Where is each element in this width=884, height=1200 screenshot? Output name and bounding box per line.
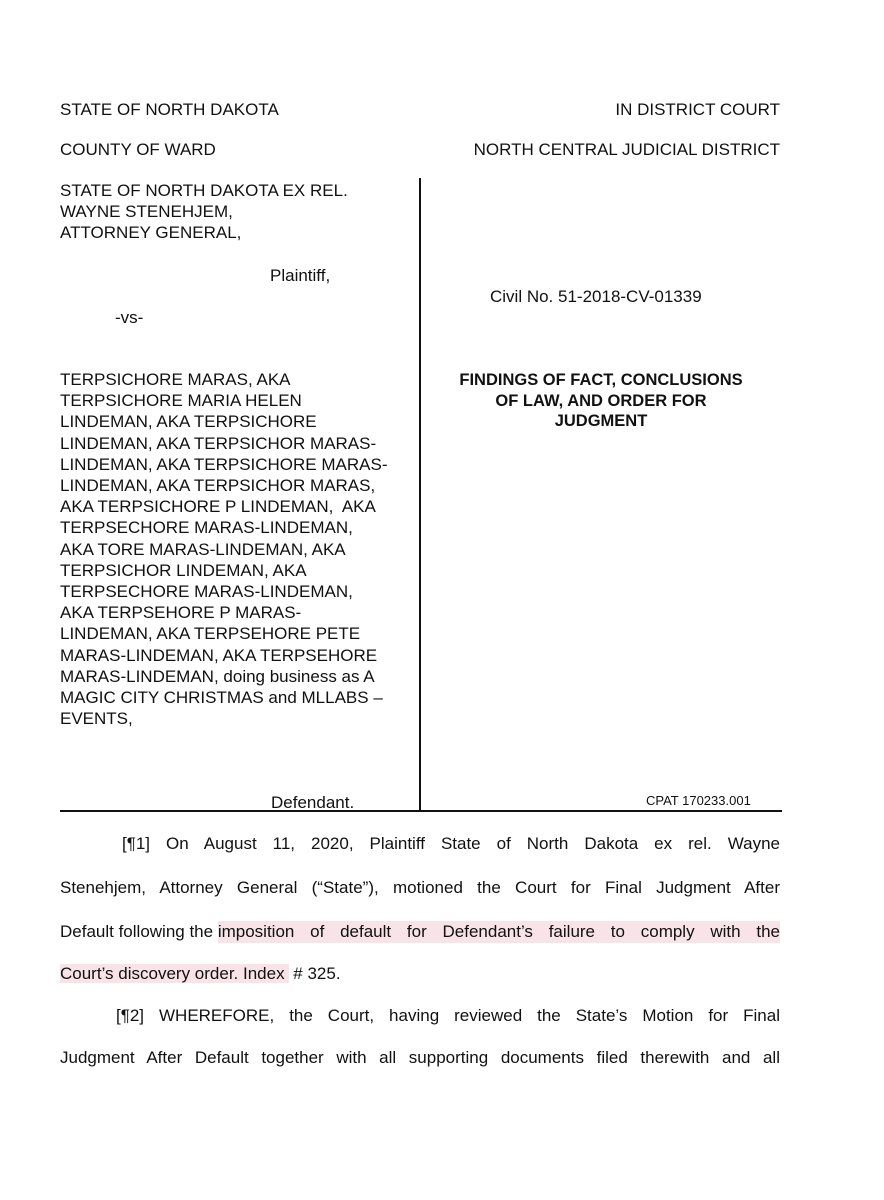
paragraph-line: [¶1] On August 11, 2020, Plaintiff State of North Dakota ex rel. Wayne (122, 834, 780, 853)
defendant-line: TERPSECHORE MARAS-LINDEMAN, (60, 518, 353, 538)
versus-label: -vs- (115, 308, 144, 327)
defendant-line: MAGIC CITY CHRISTMAS and MLLABS – (60, 688, 383, 708)
state-header: STATE OF NORTH DAKOTA (60, 100, 279, 119)
paragraph-line: Stenehjem, Attorney General (“State”), motioned the Court for Final Judgment After (60, 878, 780, 897)
caption-vertical-divider (419, 178, 421, 811)
defendant-line: TERPSECHORE MARAS-LINDEMAN, (60, 582, 353, 602)
defendant-role: Defendant. (271, 793, 355, 812)
defendant-line: AKA TERPSEHORE P MARAS- (60, 603, 302, 623)
plaintiff-name-block (60, 180, 348, 244)
highlighted-text: Court’s discovery order. Index (60, 964, 289, 983)
document-title-line: FINDINGS OF FACT, CONCLUSIONS (459, 371, 743, 389)
district-header: NORTH CENTRAL JUDICIAL DISTRICT (473, 140, 780, 159)
highlighted-text: imposition of default for Defendant’s failure to comply with the (217, 922, 780, 941)
defendant-line: AKA TERPSICHORE P LINDEMAN, AKA (60, 497, 376, 517)
defendant-name-block (60, 369, 387, 729)
paragraph-line: Judgment After Default together with all supporting documents filed therewith and all (60, 1048, 780, 1067)
paragraph-line: [¶2] WHEREFORE, the Court, having reviewed the State’s Motion for Final (116, 1006, 780, 1025)
paragraph-text: Default following the (60, 922, 218, 941)
defendant-line: TERPSICHORE MARAS, AKA (60, 370, 291, 389)
plaintiff-line: ATTORNEY GENERAL, (60, 223, 242, 243)
defendant-line: LINDEMAN, AKA TERPSEHORE PETE (60, 624, 361, 644)
defendant-line: MARAS-LINDEMAN, AKA TERPSEHORE (60, 645, 378, 665)
defendant-line: LINDEMAN, AKA TERPSICHOR MARAS- (60, 433, 377, 453)
document-title (420, 370, 782, 432)
document-title-line: OF LAW, AND ORDER FOR (495, 391, 707, 410)
defendant-line: TERPSICHORE MARIA HELEN (60, 391, 302, 411)
defendant-line: EVENTS, (60, 709, 133, 729)
county-header: COUNTY OF WARD (60, 140, 216, 159)
plaintiff-role: Plaintiff, (270, 266, 331, 285)
caption-bottom-rule (60, 810, 782, 812)
defendant-line: LINDEMAN, AKA TERPSICHOR MARAS, (60, 476, 376, 496)
defendant-line: AKA TORE MARAS-LINDEMAN, AKA (60, 539, 346, 559)
court-header: IN DISTRICT COURT (615, 100, 780, 119)
plaintiff-line: STATE OF NORTH DAKOTA EX REL. (60, 181, 348, 200)
plaintiff-line: WAYNE STENEHJEM, (60, 202, 233, 222)
defendant-line: LINDEMAN, AKA TERPSICHORE MARAS- (60, 454, 388, 474)
defendant-line: TERPSICHOR LINDEMAN, AKA (60, 560, 307, 580)
paragraph-line (60, 921, 780, 943)
defendant-line: MARAS-LINDEMAN, doing business as A (60, 666, 375, 686)
cpat-number: CPAT 170233.001 (646, 793, 751, 808)
paragraph-text: # 325. (288, 964, 341, 983)
document-title-line: JUDGMENT (554, 412, 648, 430)
defendant-line: LINDEMAN, AKA TERPSICHORE (60, 412, 317, 432)
paragraph-line (60, 963, 780, 985)
civil-number: Civil No. 51-2018-CV-01339 (490, 287, 702, 306)
